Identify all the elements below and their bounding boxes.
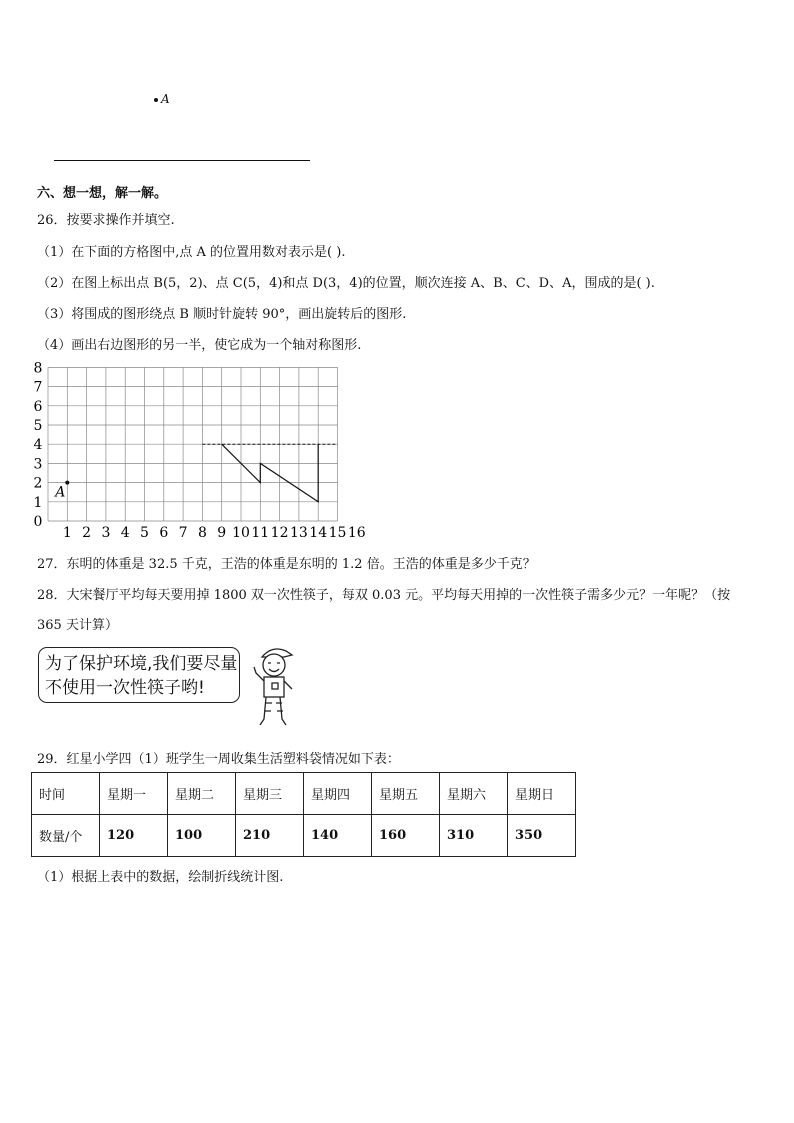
q28-text-line2: 365 天计算） bbox=[37, 618, 118, 633]
table-cell: 星期六 bbox=[440, 773, 508, 815]
q29-title: 29．红星小学四（1）班学生一周收集生活塑料袋情况如下表： bbox=[37, 752, 400, 767]
x-tick-label: 12 bbox=[270, 525, 289, 541]
x-tick-label: 11 bbox=[251, 525, 270, 541]
table-cell: 140 bbox=[304, 815, 372, 857]
x-tick-label: 8 bbox=[197, 525, 207, 541]
point-a-dot bbox=[65, 481, 69, 485]
half-shape bbox=[222, 444, 319, 502]
q26-sub1: （1）在下面的方格图中,点 A 的位置用数对表示是( ). bbox=[37, 245, 346, 260]
table-cell: 星期五 bbox=[372, 773, 440, 815]
x-tick-label: 3 bbox=[101, 525, 111, 541]
q26-sub4: （4）画出右边图形的另一半，使它成为一个轴对称图形. bbox=[37, 338, 362, 353]
table-row-values bbox=[32, 815, 576, 857]
point-dot-icon bbox=[154, 98, 158, 102]
table-cell: 星期一 bbox=[100, 773, 168, 815]
table-row-header bbox=[32, 773, 576, 815]
x-tick-label: 1 bbox=[62, 525, 72, 541]
cartoon-boy-icon bbox=[250, 643, 302, 731]
q27-text: 27．东明的体重是 32.5 千克，王浩的体重是东明的 1.2 倍。王浩的体重是多少千克？ bbox=[37, 557, 536, 572]
y-tick-label: 8 bbox=[34, 360, 43, 377]
x-tick-label: 6 bbox=[159, 525, 169, 541]
x-tick-label: 15 bbox=[328, 525, 347, 541]
table-cell: 星期四 bbox=[304, 773, 372, 815]
x-tick-label: 10 bbox=[232, 525, 250, 541]
point-a-marker bbox=[154, 92, 170, 106]
q26-sub2: （2）在图上标出点 B(5，2)、点 C(5，4)和点 D(3，4)的位置，顺次连接 A、B、C、D、A，围成的是( ). bbox=[37, 276, 655, 291]
table-cell: 210 bbox=[236, 815, 304, 857]
x-tick-label: 2 bbox=[82, 525, 92, 541]
coordinate-grid bbox=[34, 360, 374, 542]
y-tick-label: 1 bbox=[34, 494, 43, 511]
q26-sub3: （3）将围成的图形绕点 B 顺时针旋转 90°，画出旋转后的图形. bbox=[37, 307, 407, 322]
x-tick-label: 5 bbox=[140, 525, 149, 541]
section-heading: 六、想一想，解一解。 bbox=[37, 186, 168, 201]
q28-text-line1: 28．大宋餐厅平均每天要用掉 1800 双一次性筷子，每双 0.03 元。平均每天用掉的一次性筷子需多少元？一年呢？（按 bbox=[37, 588, 731, 603]
q29-sub1: （1）根据上表中的数据，绘制折线统计图. bbox=[37, 870, 284, 885]
plastic-bag-table bbox=[31, 772, 576, 857]
x-tick-label: 9 bbox=[217, 525, 227, 541]
x-tick-label: 4 bbox=[120, 525, 130, 541]
table-cell: 星期日 bbox=[508, 773, 576, 815]
table-cell: 160 bbox=[372, 815, 440, 857]
y-tick-label: 7 bbox=[34, 379, 43, 396]
speech-bubble bbox=[38, 647, 240, 703]
q26-title: 26．按要求操作并填空. bbox=[37, 213, 175, 228]
answer-line bbox=[54, 160, 310, 161]
y-tick-label: 5 bbox=[34, 418, 43, 434]
table-cell: 350 bbox=[508, 815, 576, 857]
y-tick-label: 2 bbox=[34, 475, 43, 492]
point-a-grid-label: A bbox=[55, 484, 66, 501]
y-tick-label: 6 bbox=[34, 398, 43, 415]
x-tick-label: 14 bbox=[309, 525, 328, 541]
x-tick-label: 7 bbox=[178, 525, 188, 541]
y-tick-label: 4 bbox=[34, 437, 43, 454]
y-tick-label: 3 bbox=[34, 456, 43, 473]
bubble-line2: 不使用一次性筷子哟! bbox=[45, 678, 205, 698]
table-cell: 100 bbox=[168, 815, 236, 857]
table-cell: 数量/个 bbox=[32, 815, 100, 857]
point-a-label: A bbox=[161, 92, 170, 106]
bubble-line1: 为了保护环境,我们要尽量 bbox=[45, 654, 238, 674]
y-tick-label: 0 bbox=[34, 514, 43, 530]
table-cell: 310 bbox=[440, 815, 508, 857]
x-tick-label: 13 bbox=[289, 525, 308, 541]
table-cell: 时间 bbox=[32, 773, 100, 815]
table-cell: 星期二 bbox=[168, 773, 236, 815]
x-tick-label: 16 bbox=[347, 525, 366, 541]
table-cell: 120 bbox=[100, 815, 168, 857]
table-cell: 星期三 bbox=[236, 773, 304, 815]
